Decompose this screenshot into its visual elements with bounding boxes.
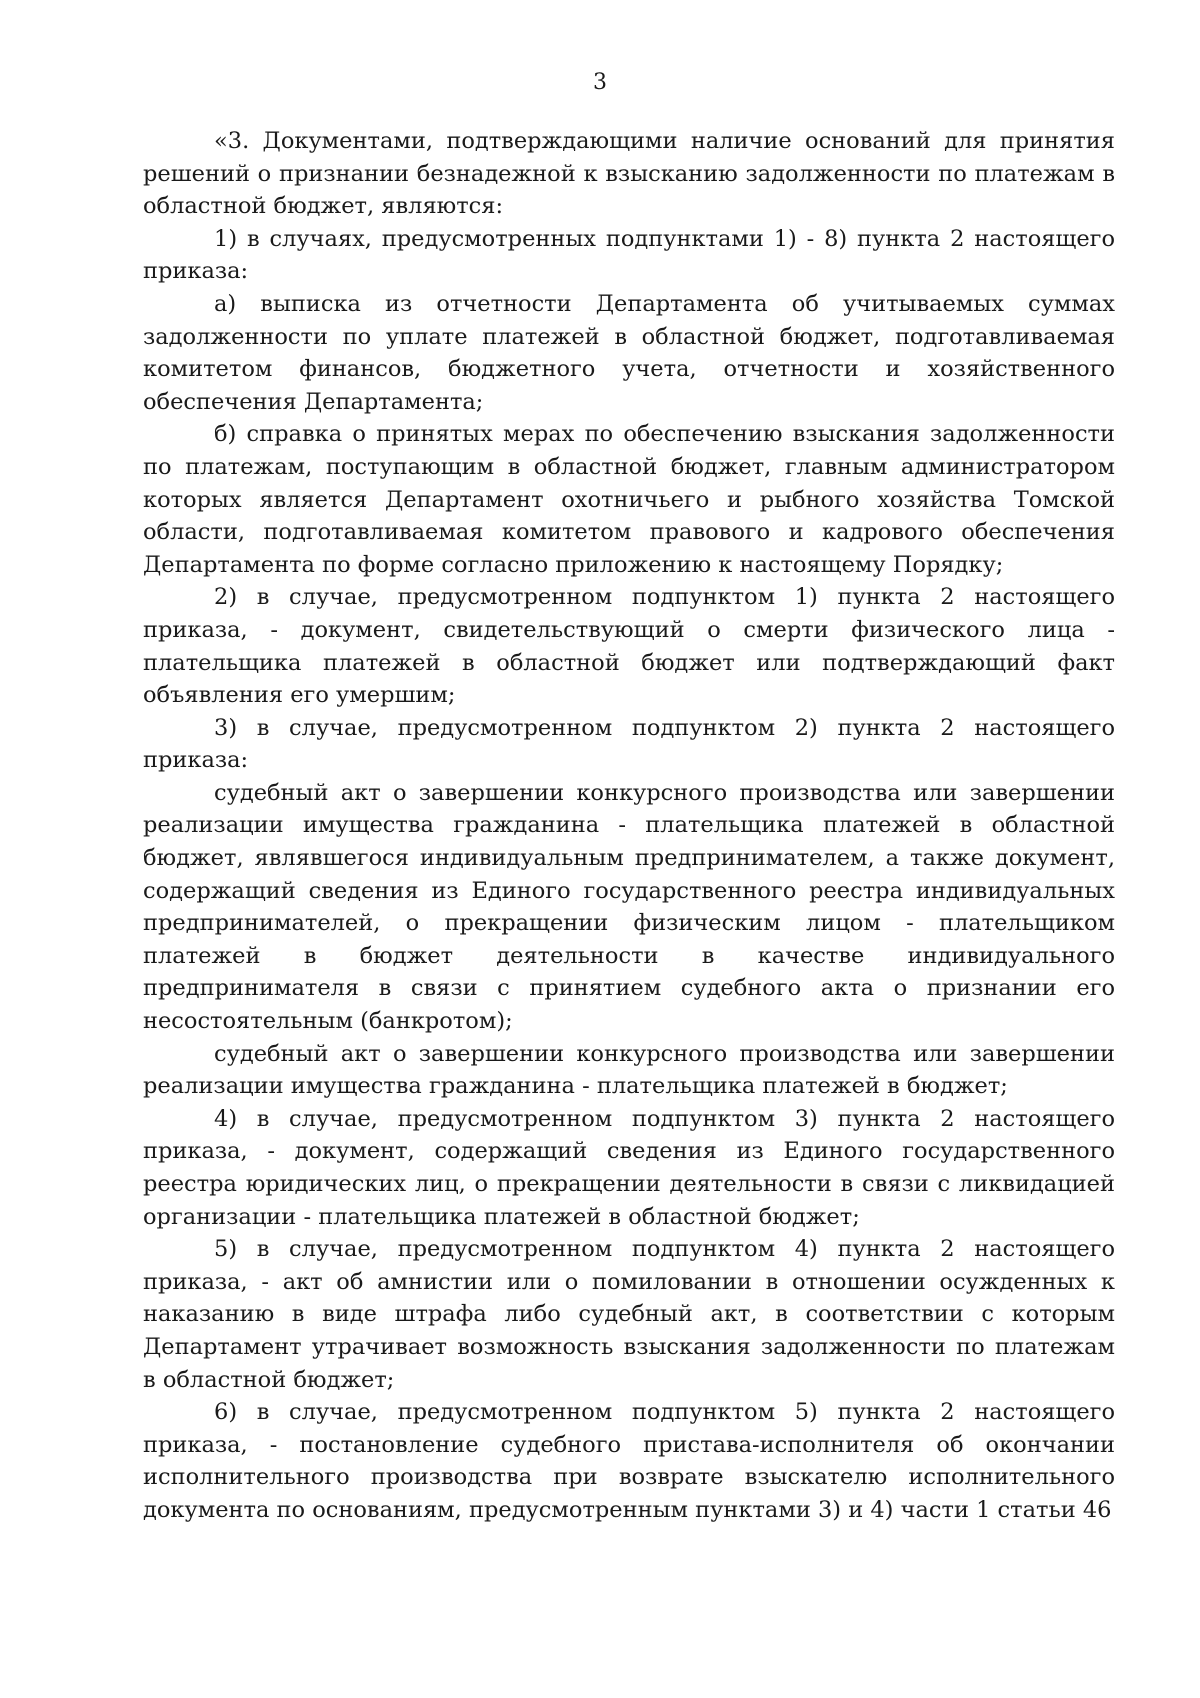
paragraph-subitem-3-court-act-2: судебный акт о завершении конкурсного производства или завершении реализации имущества гражданина - плательщика платежей в бюджет; [143,1040,1115,1100]
paragraph-item-3-intro: «3. Документами, подтверждающими наличие оснований для принятия решений о признании безнадежной к взысканию задолженности по платежам в областной бюджет, являются: [143,128,1115,220]
paragraph-subitem-6: 6) в случае, предусмотренном подпунктом 5) пункта 2 настоящего приказа, - постановление судебного пристава-исполнителя об окончании исполнительного производства при возврате взыскателю исполнительного документа по основаниям, предусмотренным пунктами 3) и 4) части 1 статьи 46 [143,1399,1115,1523]
paragraph-subitem-3-court-act-1: судебный акт о завершении конкурсного производства или завершении реализации имущества гражданина - плательщика платежей в областной бюджет, являвшегося индивидуальным предпринимателем, а также документ, содержащий сведения из Единого государственного реестра индивидуальных предпринимателей, о прекращении физическим лицом - плательщиком платежей в бюджет деятельности в качестве индивидуального предпринимателя в связи с принятием судебного акта о признании его несостоятельным (банкротом); [143,779,1115,1035]
paragraph-subitem-3: 3) в случае, предусмотренном подпунктом 2) пункта 2 настоящего приказа: [143,714,1115,774]
paragraph-subitem-1: 1) в случаях, предусмотренных подпунктами 1) - 8) пункта 2 настоящего приказа: [143,225,1115,285]
page-number: 3 [593,70,607,95]
paragraph-subitem-1b: б) справка о принятых мерах по обеспечению взыскания задолженности по платежам, поступающим в областной бюджет, главным администратором которых является Департамент охотничьего и рыбного хозяйства Томской области, подготавливаемая комитетом правового и кадрового обеспечения Департамента по форме согласно приложению к настоящему Порядку; [143,421,1115,578]
paragraph-subitem-1a: а) выписка из отчетности Департамента об учитываемых суммах задолженности по уплате платежей в областной бюджет, подготавливаемая комитетом финансов, бюджетного учета, отчетности и хозяйственного обеспечения Департамента; [143,290,1115,415]
document-body [143,125,1115,1527]
paragraph-subitem-4: 4) в случае, предусмотренном подпунктом 3) пункта 2 настоящего приказа, - документ, содержащий сведения из Единого государственного реестра юридических лиц, о прекращении деятельности в связи с ликвидацией организации - плательщика платежей в областной бюджет; [143,1105,1115,1230]
paragraph-subitem-5: 5) в случае, предусмотренном подпунктом 4) пункта 2 настоящего приказа, - акт об амнистии или о помиловании в отношении осужденных к наказанию в виде штрафа либо судебный акт, в соответствии с которым Департамент утрачивает возможность взыскания задолженности по платежам в областной бюджет; [143,1236,1115,1393]
paragraph-subitem-2: 2) в случае, предусмотренном подпунктом 1) пункта 2 настоящего приказа, - документ, свидетельствующий о смерти физического лица - плательщика платежей в областной бюджет или подтверждающий факт объявления его умершим; [143,584,1115,709]
